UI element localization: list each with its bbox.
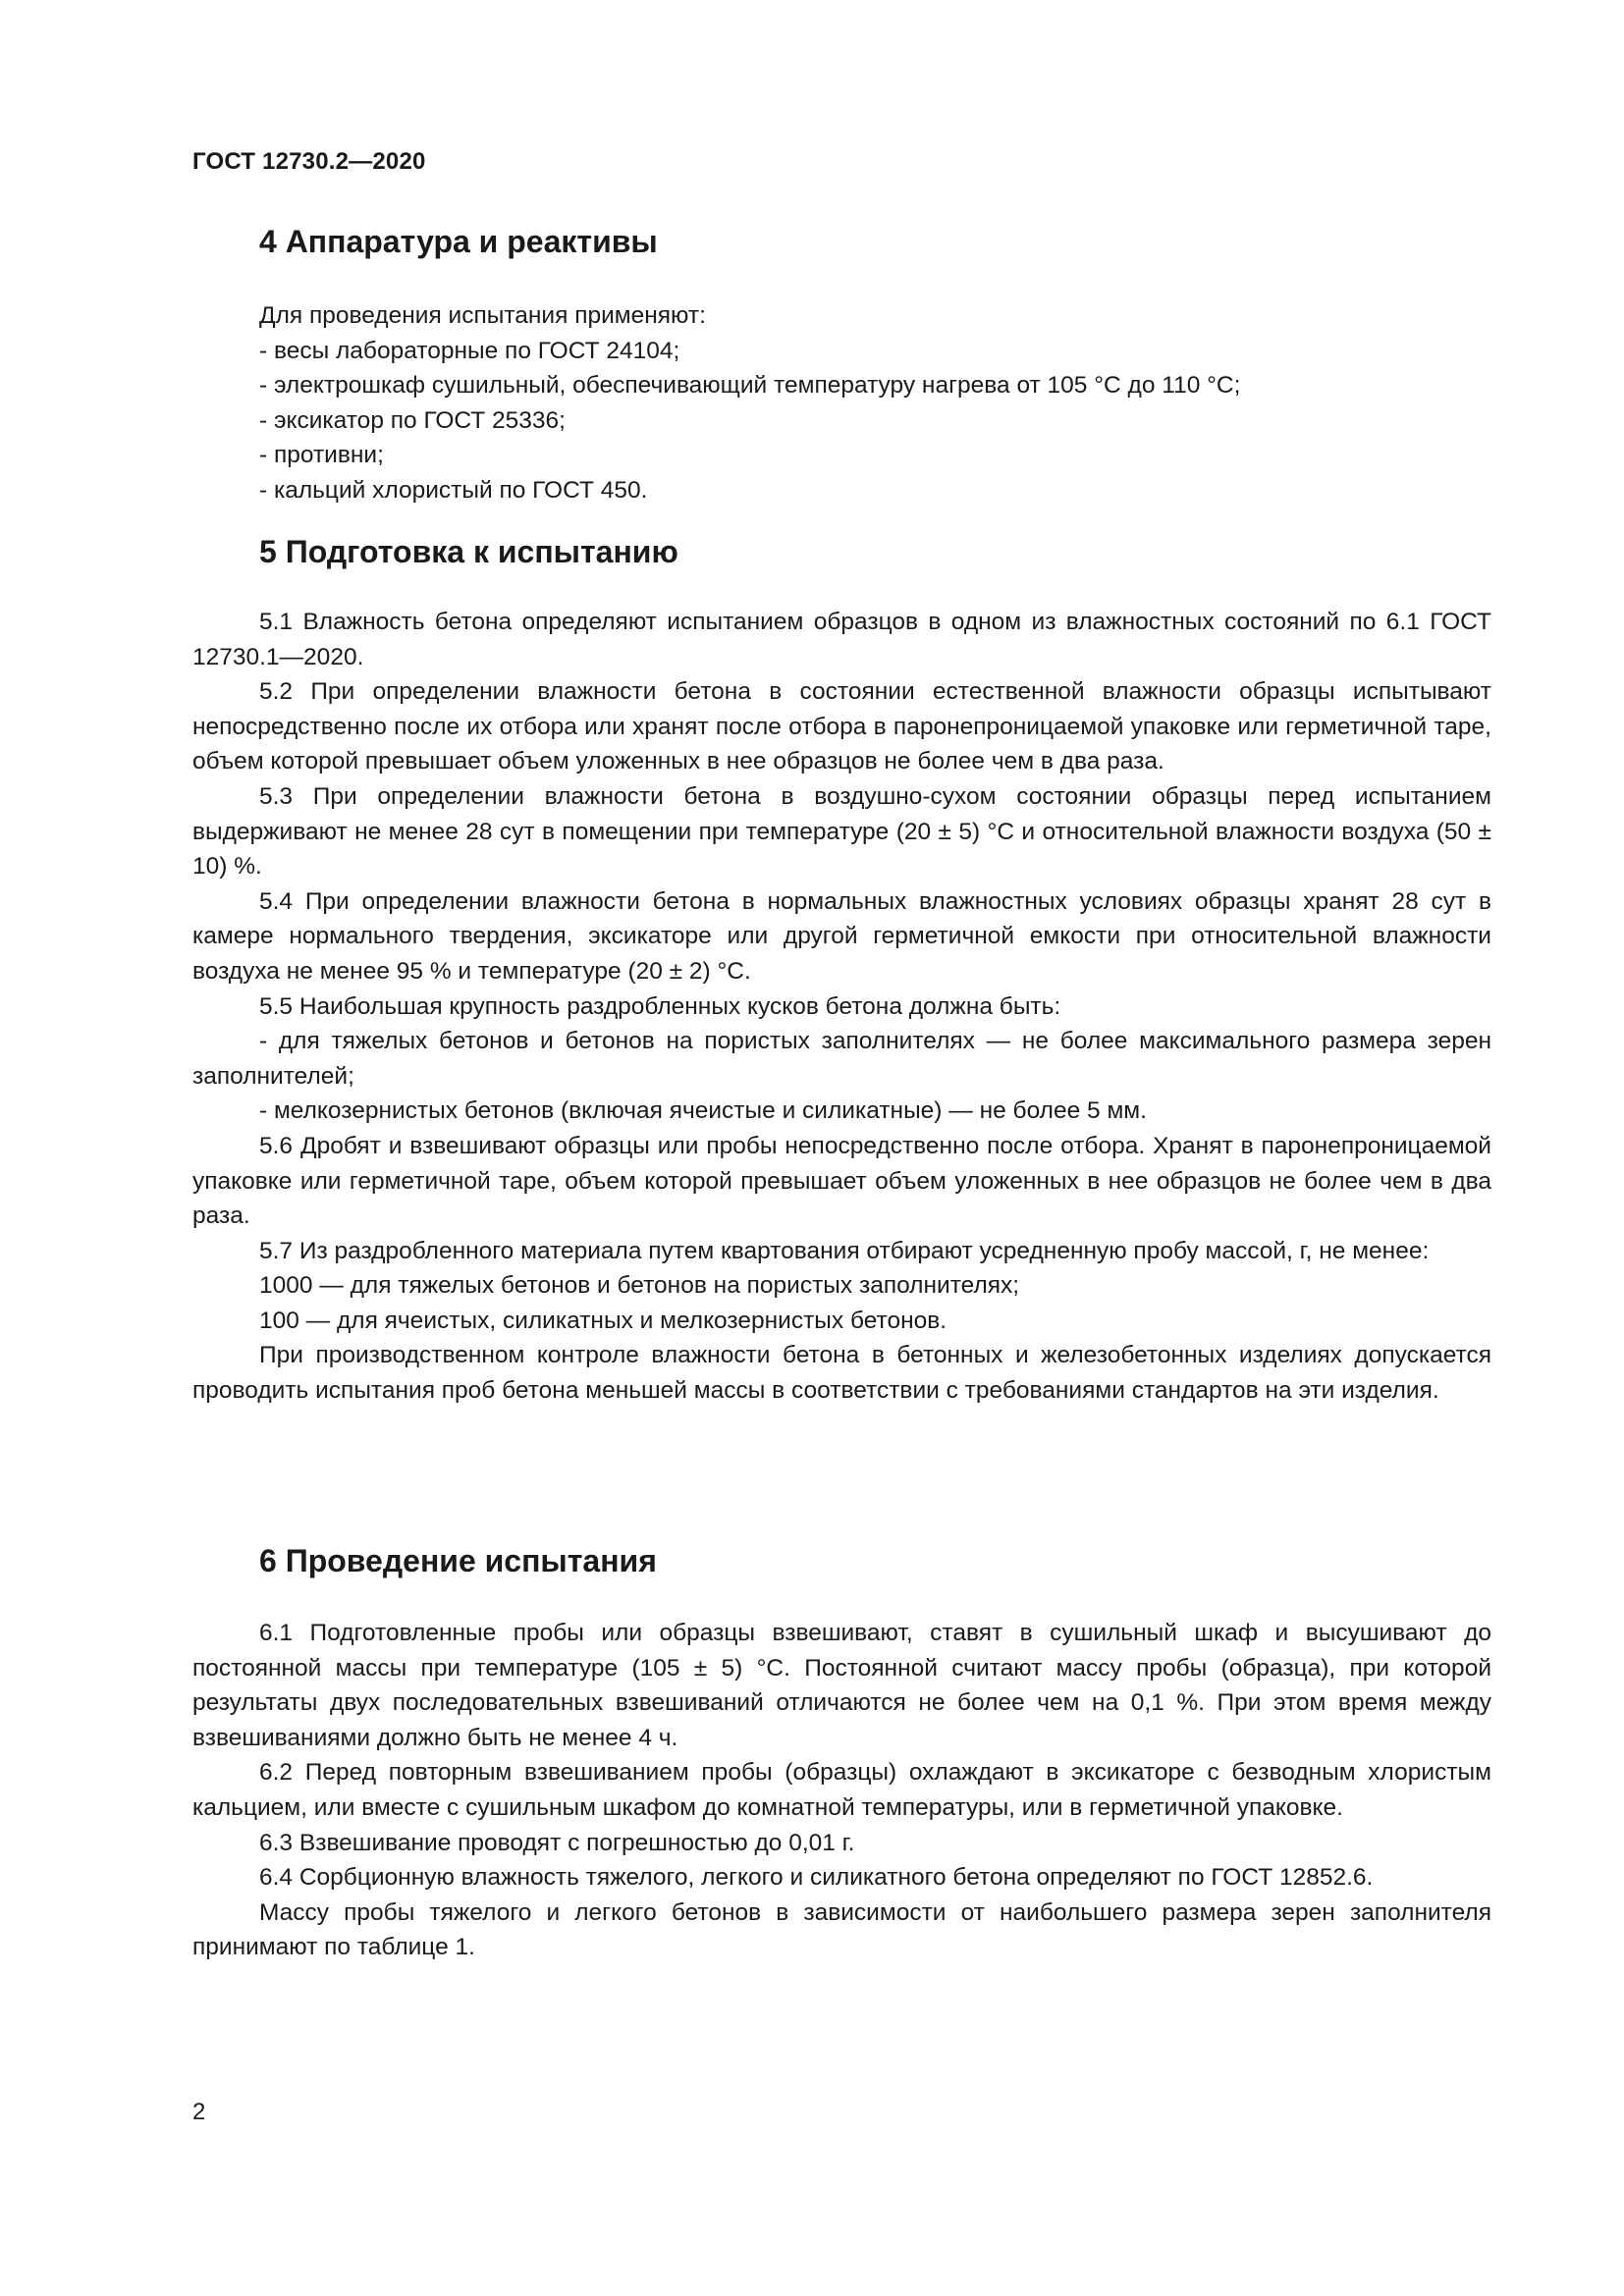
paragraph: 6.3 Взвешивание проводят с погрешностью до 0,01 г. xyxy=(259,1829,855,1856)
list-item: - мелкозернистых бетонов (включая ячеистые и силикатные) — не более 5 мм. xyxy=(259,1097,1147,1125)
section-heading: 4 Аппаратура и реактивы xyxy=(259,224,658,259)
section-heading: 6 Проведение испытания xyxy=(259,1543,657,1578)
paragraph: 6.1 Подготовленные пробы или образцы взвешивают, ставят в сушильный шкаф и высушивают до постоянной массы при температуре (105 ± 5) °С. Постоянной считают массу пробы (образца), при которой результаты двух последовательных взвешиваний отличаются не более чем на 0,1 %. При этом время между взвешиваниями должно быть не менее 4 ч. xyxy=(192,1620,1491,1751)
list-item: - электрошкаф сушильный, обеспечивающий температуру нагрева от 105 °С до 110 °С; xyxy=(259,372,1241,400)
list-item: - весы лабораторные по ГОСТ 24104; xyxy=(259,337,680,364)
paragraph: 5.2 При определении влажности бетона в состоянии естественной влажности образцы испытывают непосредственно после их отбора или хранят после отбора в паронепроницаемой упаковке или герметичной таре, объем которой превышает объем уложенных в нее образцов не более чем в два раза. xyxy=(192,678,1491,775)
section-heading: 5 Подготовка к испытанию xyxy=(259,534,678,569)
section-6 xyxy=(192,1541,1491,1965)
running-header: ГОСТ 12730.2—2020 xyxy=(192,148,426,175)
list-item: - эксикатор по ГОСТ 25336; xyxy=(259,406,566,434)
paragraph: 5.6 Дробят и взвешивают образцы или пробы непосредственно после отбора. Хранят в паронепроницаемой упаковке или герметичной таре, объем которой превышает объем уложенных в нее образцов не более чем в два раза. xyxy=(192,1132,1491,1230)
paragraph: Для проведения испытания применяют: xyxy=(259,302,706,329)
paragraph: 5.3 При определении влажности бетона в воздушно-сухом состоянии образцы перед испытанием выдерживают не менее 28 сут в помещении при температуре (20 ± 5) °С и относительной влажности воздуха (50 ± 10) %. xyxy=(192,782,1491,881)
paragraph: 6.2 Перед повторным взвешиванием пробы (образцы) охлаждают в эксикаторе с безводным хлористым кальцием, или вместе с сушильным шкафом до комнатной температуры, или в герметичной упаковке. xyxy=(192,1759,1491,1821)
paragraph: 5.1 Влажность бетона определяют испытанием образцов в одном из влажностных состояний по 6.1 ГОСТ 12730.1—2020. xyxy=(192,609,1491,670)
page-number: 2 xyxy=(192,2099,206,2125)
paragraph: 6.4 Сорбционную влажность тяжелого, легкого и силикатного бетона определяют по ГОСТ 12852.6. xyxy=(259,1864,1374,1892)
paragraph: При производственном контроле влажности бетона в бетонных и железобетонных изделиях допускается проводить испытания проб бетона меньшей массы в соответствии с требованиями стандартов на эти изделия. xyxy=(192,1342,1491,1405)
paragraph: 5.5 Наибольшая крупность раздробленных кусков бетона должна быть: xyxy=(259,992,1061,1020)
paragraph: 5.4 При определении влажности бетона в нормальных влажностных условиях образцы хранят 28 сут в камере нормального твердения, эксикаторе или другой герметичной емкости при относительной влажности воздуха не менее 95 % и температуре (20 ± 2) °С. xyxy=(192,887,1491,985)
section-5 xyxy=(192,532,1491,1409)
list-item: - противни; xyxy=(259,442,384,469)
list-item: 1000 — для тяжелых бетонов и бетонов на пористых заполнителях; xyxy=(259,1272,1020,1300)
paragraph: Массу пробы тяжелого и легкого бетонов в зависимости от наибольшего размера зерен заполнителя принимают по таблице 1. xyxy=(192,1898,1491,1961)
list-item: - для тяжелых бетонов и бетонов на пористых заполнителях — не более максимального размера зерен заполнителей; xyxy=(192,1028,1491,1090)
list-item: 100 — для ячеистых, силикатных и мелкозернистых бетонов. xyxy=(259,1307,947,1334)
paragraph: 5.7 Из раздробленного материала путем квартования отбирают усредненную пробу массой, г, не менее: xyxy=(259,1237,1430,1264)
section-4 xyxy=(192,222,1491,508)
list-item: - кальций хлористый по ГОСТ 450. xyxy=(259,476,648,504)
